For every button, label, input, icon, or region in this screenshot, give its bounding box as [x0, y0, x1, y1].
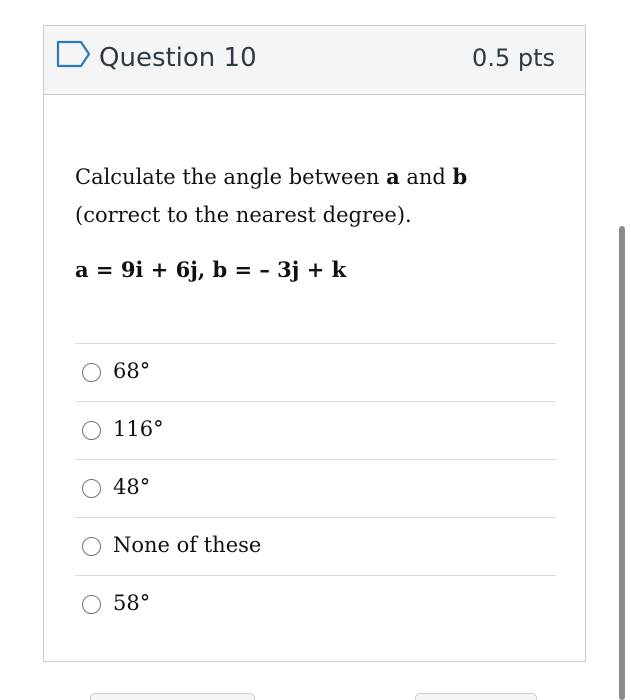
answer-list: [75, 343, 556, 633]
question-points: 0.5 pts: [472, 44, 555, 72]
answer-option[interactable]: [75, 343, 556, 401]
question-card: [43, 25, 586, 662]
prompt-vector-b: b: [452, 164, 468, 189]
answer-label[interactable]: 68°: [113, 359, 151, 383]
radio-button[interactable]: [82, 595, 101, 614]
scrollbar[interactable]: [619, 226, 625, 700]
prompt-text: (correct to the nearest degree).: [75, 203, 412, 227]
next-button[interactable]: [415, 693, 537, 700]
answer-option[interactable]: [75, 459, 556, 517]
radio-button[interactable]: [82, 363, 101, 382]
answer-option[interactable]: [75, 401, 556, 459]
answer-option[interactable]: [75, 575, 556, 633]
radio-button[interactable]: [82, 421, 101, 440]
vector-definitions: a = 9i + 6j, b = – 3j + k: [75, 257, 347, 282]
radio-button[interactable]: [82, 537, 101, 556]
question-title: Question 10: [99, 43, 257, 73]
answer-label[interactable]: 58°: [113, 591, 151, 615]
answer-label[interactable]: 48°: [113, 475, 151, 499]
prompt-text: Calculate the angle between: [75, 165, 387, 189]
question-header: [44, 26, 585, 95]
prompt-vector-a: a: [386, 164, 400, 189]
previous-button[interactable]: [90, 693, 255, 700]
bookmark-flag-icon[interactable]: [56, 40, 92, 68]
answer-label[interactable]: None of these: [113, 533, 262, 557]
radio-button[interactable]: [82, 479, 101, 498]
question-prompt: [75, 158, 553, 234]
answer-option[interactable]: [75, 517, 556, 575]
prompt-text: and: [399, 165, 453, 189]
answer-label[interactable]: 116°: [113, 417, 164, 441]
